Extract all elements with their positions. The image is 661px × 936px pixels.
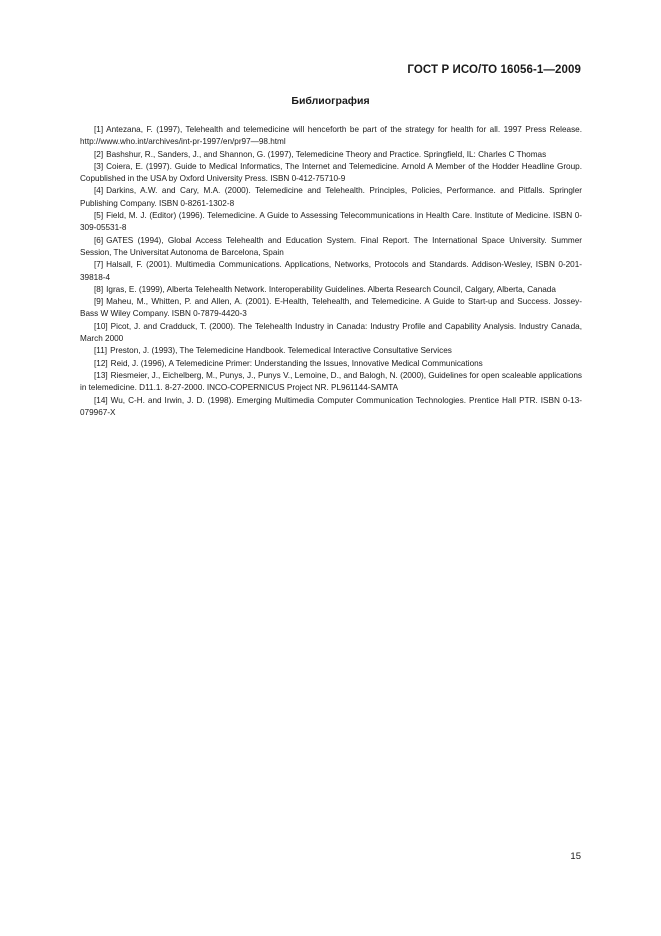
reference-item: [80, 210, 582, 235]
reference-number: [13]: [94, 370, 108, 380]
document-code: ГОСТ Р ИСО/ТО 16056-1—2009: [407, 64, 581, 76]
reference-number: [14]: [94, 395, 108, 405]
bibliography-list: [80, 124, 582, 419]
reference-number: [7]: [94, 260, 104, 270]
reference-item: [80, 124, 582, 149]
reference-item: [80, 185, 582, 210]
reference-text: Picot, J. and Cradduck, T. (2000). The Telehealth Industry in Canada: Industry Profile and Capability Analysis. Industry Canada, March 2000: [80, 321, 582, 344]
reference-number: [10]: [94, 321, 108, 331]
reference-text: Riesmeier, J., Eichelberg, M., Punys, J., Punys V., Lemoine, D., and Balogh, N. (2000), Guidelines for open scaleable applications in telemedicine. D11.1. 8-27-2000. INCO-COPERNICUS Project NR. PL961144-SAMTA: [80, 370, 582, 393]
reference-number: [4]: [94, 186, 104, 196]
reference-text: Field, M. J. (Editor) (1996). Telemedicine. A Guide to Assessing Telecommunications in Health Care. Institute of Medicine. ISBN 0-309-05531-8: [80, 211, 582, 233]
reference-number: [12]: [94, 358, 108, 368]
reference-item: [80, 235, 582, 260]
reference-item: [80, 358, 582, 370]
reference-text: Coiera, E. (1997). Guide to Medical Informatics, The Internet and Telemedicine. Arnold A Member of the Hodder Headline Group. Copublished in the USA by Oxford University Press. ISBN 0-412-75710-9: [80, 161, 582, 184]
reference-item: [80, 149, 582, 161]
bibliography-title: Библиография: [291, 95, 370, 107]
reference-item: [80, 395, 582, 420]
reference-number: [6]: [94, 235, 104, 245]
reference-item: [80, 321, 582, 346]
reference-item: [80, 296, 582, 321]
reference-number: [3]: [94, 161, 104, 171]
reference-number: [8]: [94, 284, 104, 294]
reference-item: [80, 259, 582, 284]
reference-text: Igras, E. (1999), Alberta Telehealth Network. Interoperability Guidelines. Alberta Research Council, Calgary, Alberta, Canada: [106, 284, 556, 294]
page-number: 15: [570, 851, 581, 862]
reference-number: [11]: [94, 346, 108, 356]
reference-item: [80, 345, 582, 357]
reference-text: Maheu, M., Whitten, P. and Allen, A. (2001). E-Health, Telehealth, and Telemedicine. A Guide to Start-up and Success. Jossey-Bass W Wiley Company. ISBN 0-7879-4420-3: [80, 297, 582, 319]
reference-text: Bashshur, R., Sanders, J., and Shannon, G. (1997), Telemedicine Theory and Practice. Springfield, IL: Charles C Thomas: [106, 149, 547, 159]
reference-text: GATES (1994), Global Access Telehealth and Education System. Final Report. The International Space University. Summer Session, The Universitat Autonoma de Barcelona, Spain: [80, 235, 582, 257]
reference-text: Halsall, F. (2001). Multimedia Communications. Applications, Networks, Protocols and Standards. Addison-Wesley, ISBN 0-201-39818-4: [80, 260, 582, 282]
reference-number: [1]: [94, 125, 104, 134]
reference-number: [9]: [94, 297, 104, 307]
reference-text: Wu, C-H. and Irwin, J. D. (1998). Emerging Multimedia Computer Communication Technologies. Prentice Hall PTR. ISBN 0-13-079967-X: [80, 395, 582, 417]
reference-text: Preston, J. (1993), The Telemedicine Handbook. Telemedical Interactive Consultative Services: [110, 346, 452, 356]
reference-item: [80, 161, 582, 186]
reference-text: Antezana, F. (1997), Telehealth and telemedicine will henceforth be part of the strategy for health for all. 1997 Press Release. http://www.who.int/archives/int-pr-1997/en/pr97—98.html: [80, 125, 582, 147]
reference-number: [5]: [94, 211, 104, 221]
reference-item: [80, 284, 582, 296]
reference-number: [2]: [94, 149, 104, 159]
reference-text: Darkins, A.W. and Cary, M.A. (2000). Telemedicine and Telehealth. Principles, Policies, Performance. and Pitfalls. Springler Publishing Company. ISBN 0-8261-1302-8: [80, 186, 582, 208]
reference-item: [80, 370, 582, 395]
reference-text: Reid, J. (1996), A Telemedicine Primer: Understanding the Issues, Innovative Medical Communications: [110, 358, 483, 368]
